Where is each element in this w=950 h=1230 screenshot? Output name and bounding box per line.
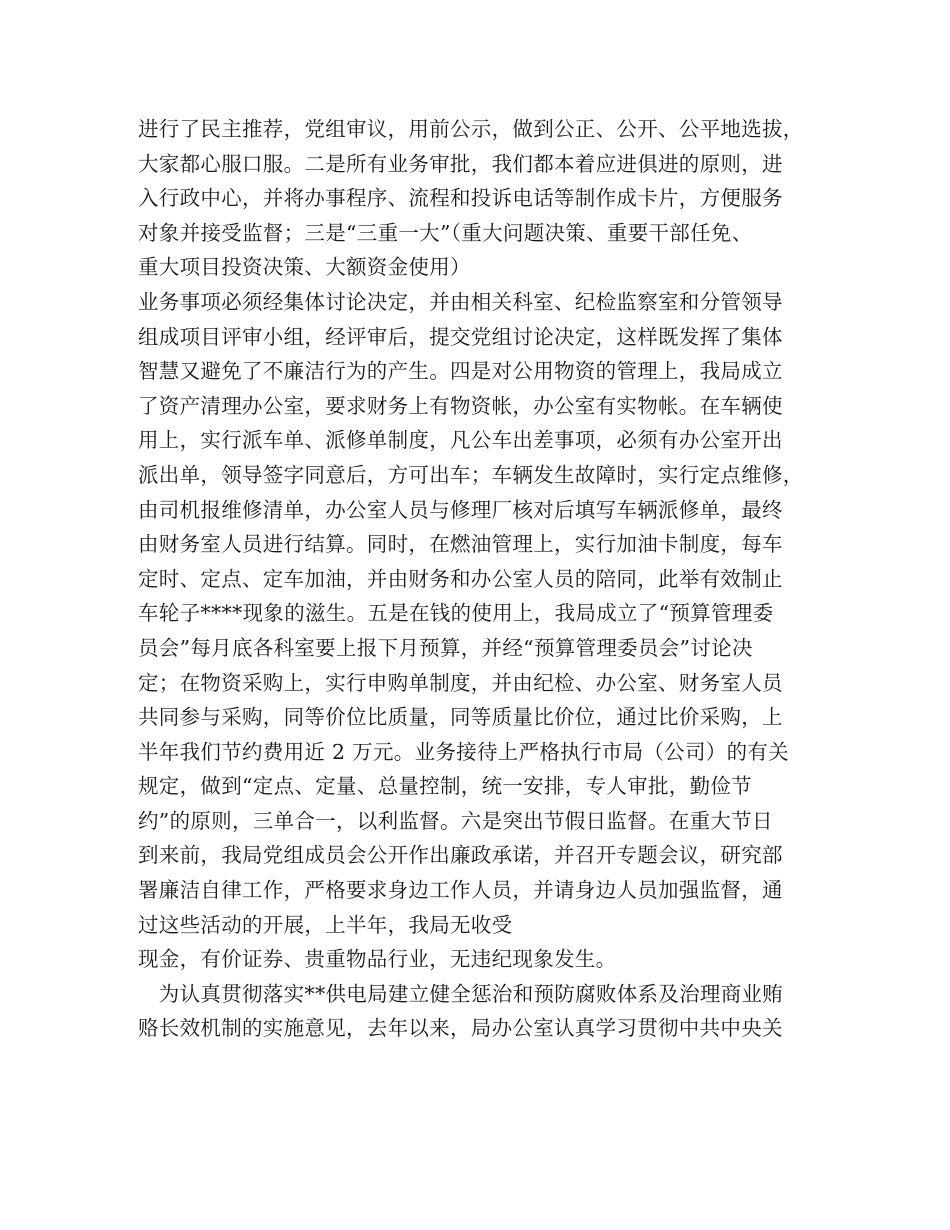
text-line: 共同参与采购，同等价位比质量，同等质量比价位，通过比价采购，上 bbox=[138, 705, 783, 730]
text-line: 派出单，领导签字同意后，方可出车；车辆发生故障时，实行定点维修， bbox=[138, 462, 804, 487]
text-line: 约”的原则，三单合一，以利监督。六是突出节假日监督。在重大节日 bbox=[138, 808, 773, 833]
document-body bbox=[138, 112, 828, 1046]
text-line: 业务事项必须经集体讨论决定，并由相关科室、纪检监察室和分管领导 bbox=[138, 289, 783, 314]
text-line: 定时、定点、定车加油，并由财务和办公室人员的陪同，此举有效制止 bbox=[138, 566, 783, 591]
text-line: 赂长效机制的实施意见，去年以来，局办公室认真学习贯彻中共中央关 bbox=[138, 1016, 783, 1041]
text-line: 规定，做到“定点、定量、总量控制，统一安排，专人审批，勤俭节 bbox=[138, 774, 752, 799]
text-line: 过这些活动的开展，上半年，我局无收受 bbox=[138, 912, 513, 937]
text-line: 车轮子****现象的滋生。五是在钱的使用上，我局成立了“预算管理委 bbox=[138, 601, 774, 626]
text-line: 重大项目投资决策、大额资金使用） bbox=[138, 255, 471, 280]
text-line: 进行了民主推荐，党组审议，用前公示，做到公正、公开、公平地选拔， bbox=[138, 117, 804, 141]
text-line: 由财务室人员进行结算。同时，在燃油管理上，实行加油卡制度，每车 bbox=[138, 532, 783, 557]
text-line: 了资产清理办公室，要求财务上有物资帐，办公室有实物帐。在车辆使 bbox=[138, 393, 783, 418]
text-line: 用上，实行派车单、派修单制度，凡公车出差事项，必须有办公室开出 bbox=[138, 428, 783, 453]
text-line: 对象并接受监督；三是“三重一大”（重大问题决策、重要干部任免、 bbox=[138, 220, 753, 245]
text-line: 为认真贯彻落实**供电局建立健全惩治和预防腐败体系及治理商业贿 bbox=[138, 981, 784, 1006]
text-line: 现金，有价证券、贵重物品行业，无违纪现象发生。 bbox=[138, 947, 617, 972]
text-line: 大家都心服口服。二是所有业务审批，我们都本着应进俱进的原则，进 bbox=[138, 151, 783, 176]
text-line: 智慧又避免了不廉洁行为的产生。四是对公用物资的管理上，我局成立 bbox=[138, 359, 783, 384]
text-line: 定；在物资采购上，实行申购单制度，并由纪检、办公室、财务室人员 bbox=[138, 670, 783, 695]
text-line: 到来前，我局党组成员会公开作出廉政承诺，并召开专题会议，研究部 bbox=[138, 843, 783, 868]
text-line: 入行政中心，并将办事程序、流程和投诉电话等制作成卡片，方便服务 bbox=[138, 186, 783, 211]
text-line: 由司机报维修清单，办公室人员与修理厂核对后填写车辆派修单，最终 bbox=[138, 497, 783, 522]
text-line: 员会”每月底各科室要上报下月预算，并经“预算管理委员会”讨论决 bbox=[138, 635, 753, 660]
text-line: 组成项目评审小组，经评审后，提交党组讨论决定，这样既发挥了集体 bbox=[138, 324, 783, 349]
text-line: 署廉洁自律工作，严格要求身边工作人员，并请身边人员加强监督，通 bbox=[138, 878, 783, 903]
text-line: 半年我们节约费用近 2 万元。业务接待上严格执行市局（公司）的有关 bbox=[138, 739, 789, 764]
